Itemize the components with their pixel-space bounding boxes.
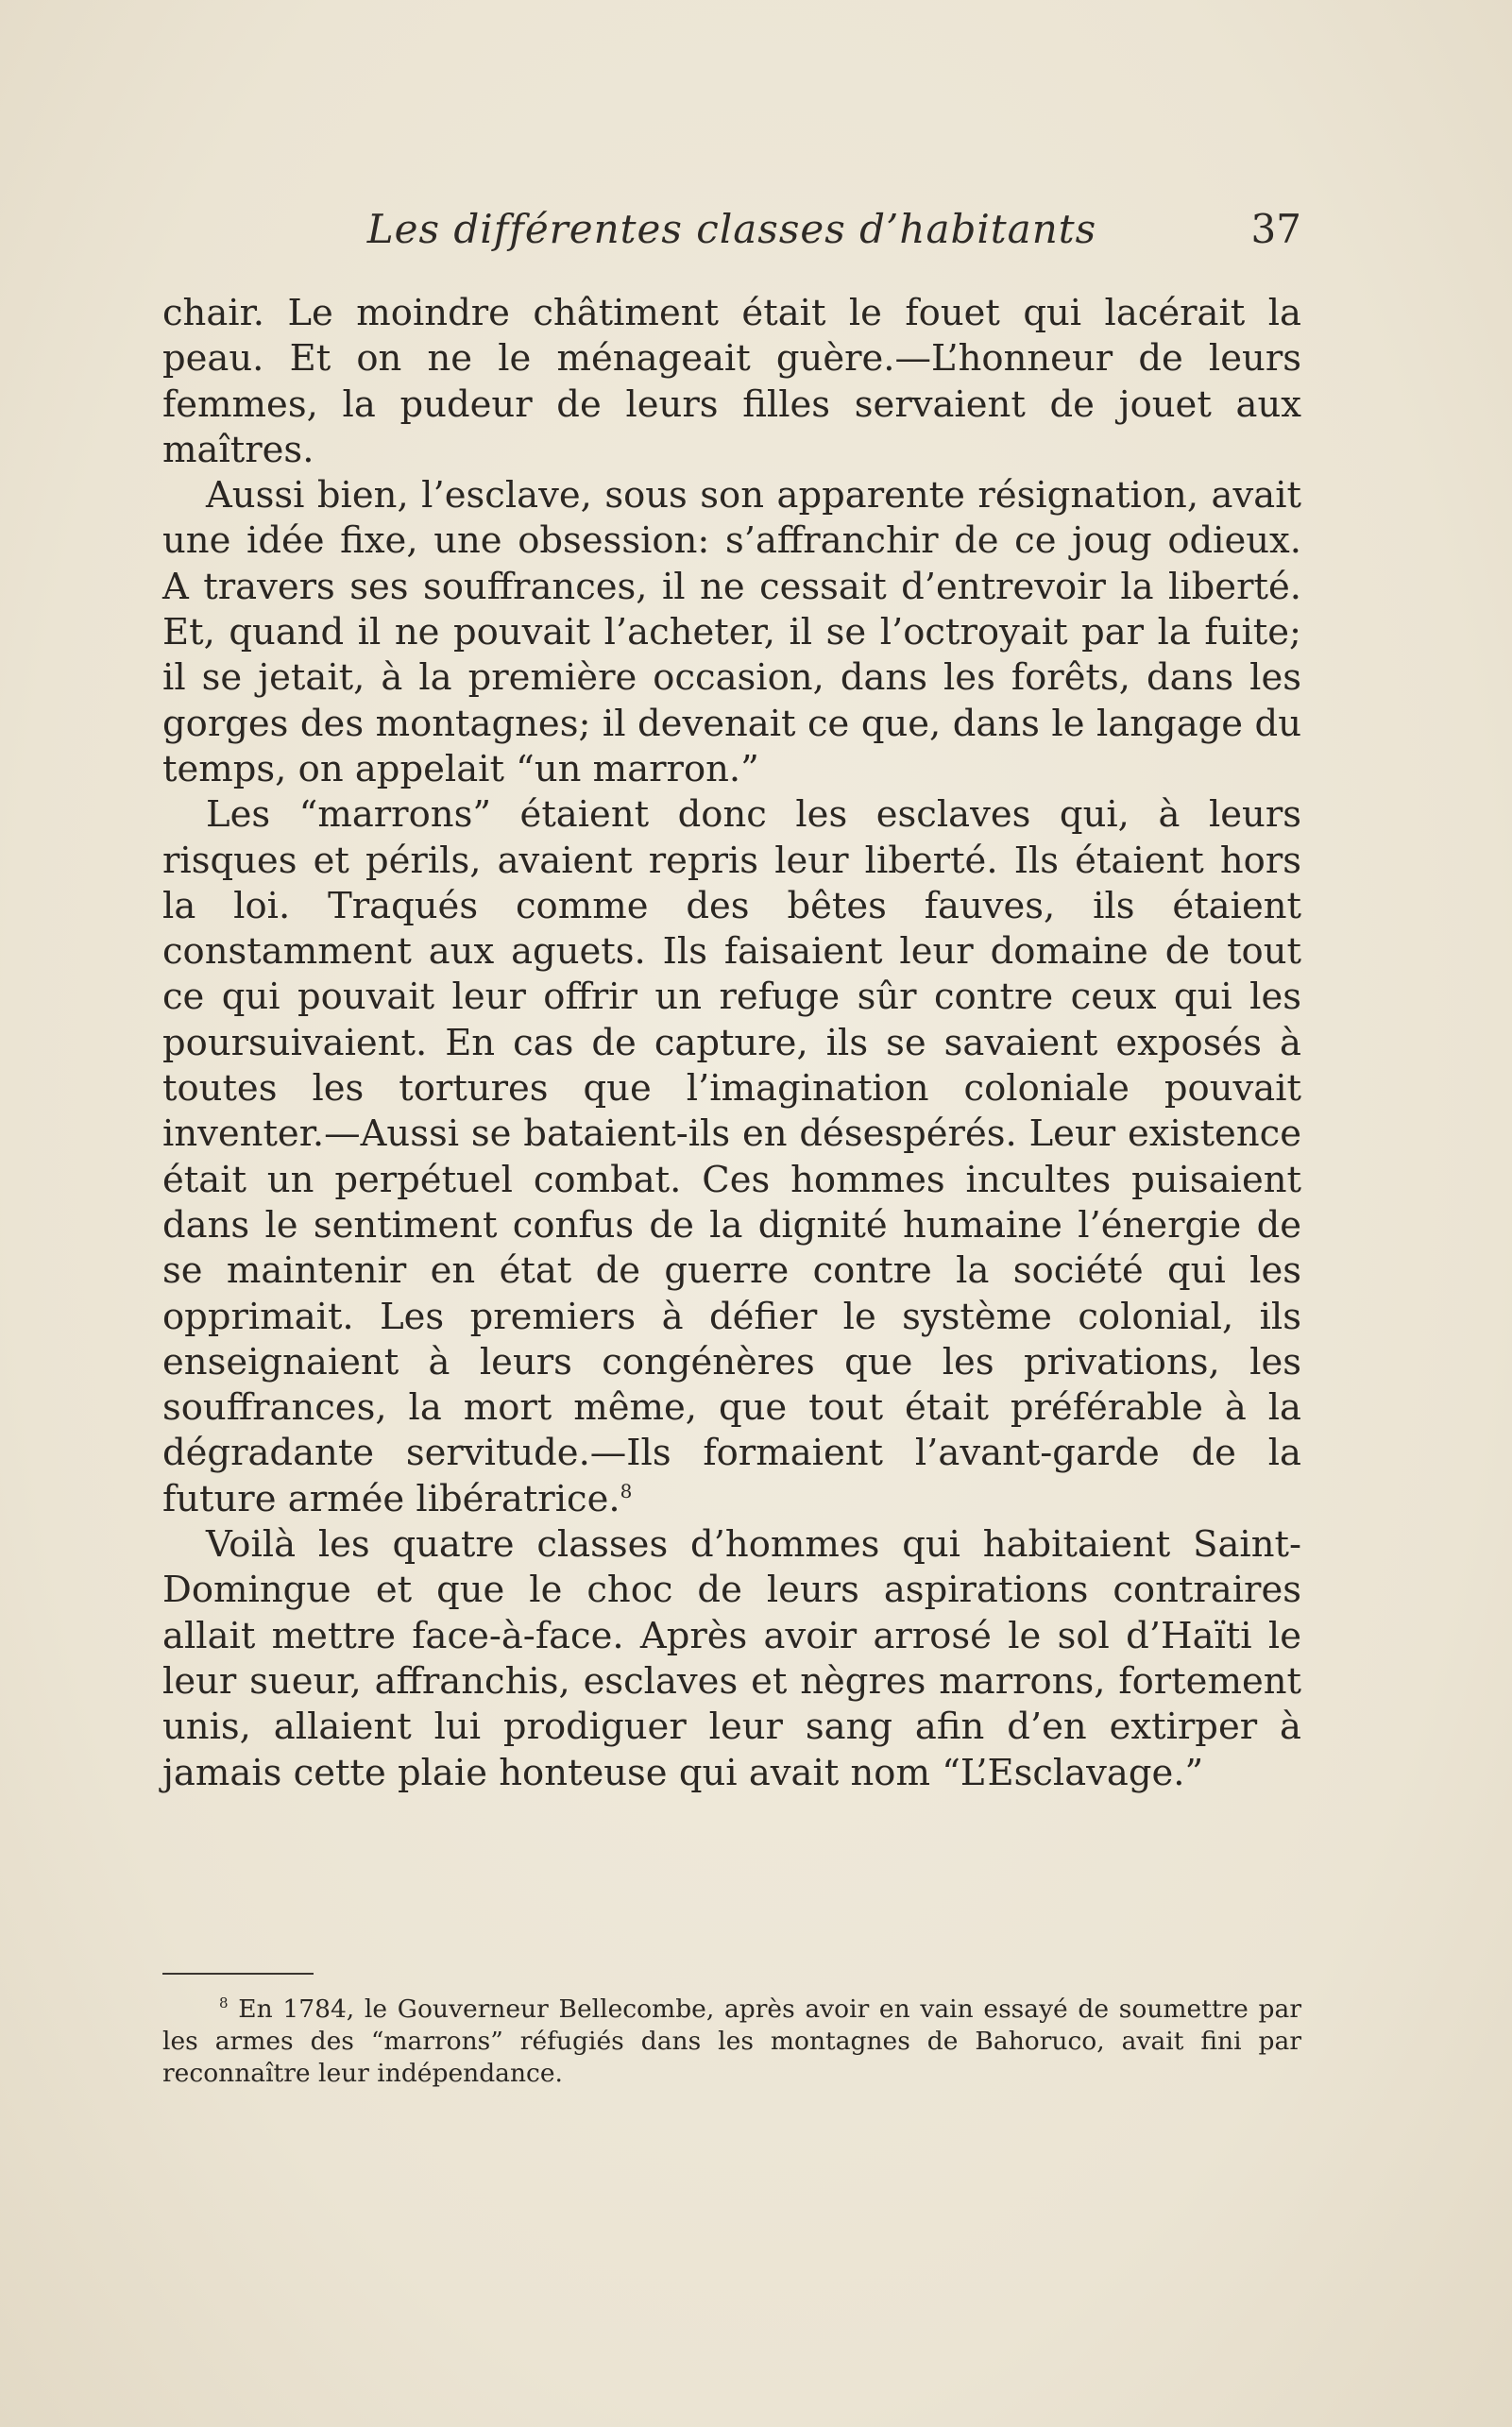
paragraph-text: chair. Le moindre châtiment était le fouet qui lacérait la peau. Et on ne le ménageait guère.—L’honneur de leurs femmes, la pudeur de leurs filles servaient de jouet aux maîtres. [162, 292, 1301, 471]
footnote-text: En 1784, le Gouverneur Bellecombe, après avoir en vain essayé de soumettre par les armes des “marrons” réfugiés dans les montagnes de Bahoruco, avait fini par reconnaître leur indépendance. [162, 1994, 1301, 2088]
footnote-mark: 8 [219, 1994, 229, 2012]
footnote-reference: 8 [620, 1479, 633, 1502]
running-head [162, 206, 1301, 263]
running-title: Les différentes classes d’habitants [366, 206, 1097, 252]
paragraph [162, 1522, 1301, 1796]
paragraph [162, 792, 1301, 1522]
paragraph [162, 291, 1301, 473]
footnote-paragraph [162, 1994, 1301, 2090]
footnote-rule [162, 1973, 314, 1975]
paragraph-text: Les “marrons” étaient donc les esclaves qui, à leurs risques et périls, avaient repris leur liberté. Ils étaient hors la loi. Traqués comme des bêtes fauves, ils étaient constamment aux aguets. Ils faisaient leur domaine de tout ce qui pouvait leur offrir un refuge sûr contre ceux qui les poursuivaient. En cas de capture, ils se savaient exposés à toutes les tortures que l’imagination coloniale pouvait inventer.—Aussi se bataient-ils en désespérés. Leur existence était un perpétuel combat. Ces hommes incultes puisaient dans le sentiment confus de la dignité humaine l’énergie de se maintenir en état de guerre contre la société qui les opprimait. Les premiers à défier le système colonial, ils enseignaient à leurs congénères que les privations, les souffrances, la mort même, que tout était préférable à la dégradante servitude.—Ils formaient l’avant-garde de la future armée libératrice. [162, 793, 1301, 1520]
body-text [162, 291, 1301, 1796]
footnote [162, 1994, 1301, 2090]
paragraph [162, 473, 1301, 792]
paragraph-text: Aussi bien, l’esclave, sous son apparente résignation, avait une idée fixe, une obsession: s’affranchir de ce joug odieux. A travers ses souffrances, il ne cessait d’entrevoir la liberté. Et, quand il ne pouvait l’acheter, il se l’octroyait par la fuite; il se jetait, à la première occasion, dans les forêts, dans les gorges des montagnes; il devenait ce que, dans le langage du temps, on appelait “un marron.” [162, 474, 1301, 790]
paragraph-text: Voilà les quatre classes d’hommes qui habitaient Saint-Domingue et que le choc de leurs aspirations contraires allait mettre face-à-face. Après avoir arrosé le sol d’Haïti le leur sueur, affranchis, esclaves et nègres marrons, fortement unis, allaient lui prodiguer leur sang afin d’en extirper à jamais cette plaie honteuse qui avait nom “L’Esclavage.” [162, 1523, 1301, 1794]
page-number: 37 [1250, 206, 1301, 252]
